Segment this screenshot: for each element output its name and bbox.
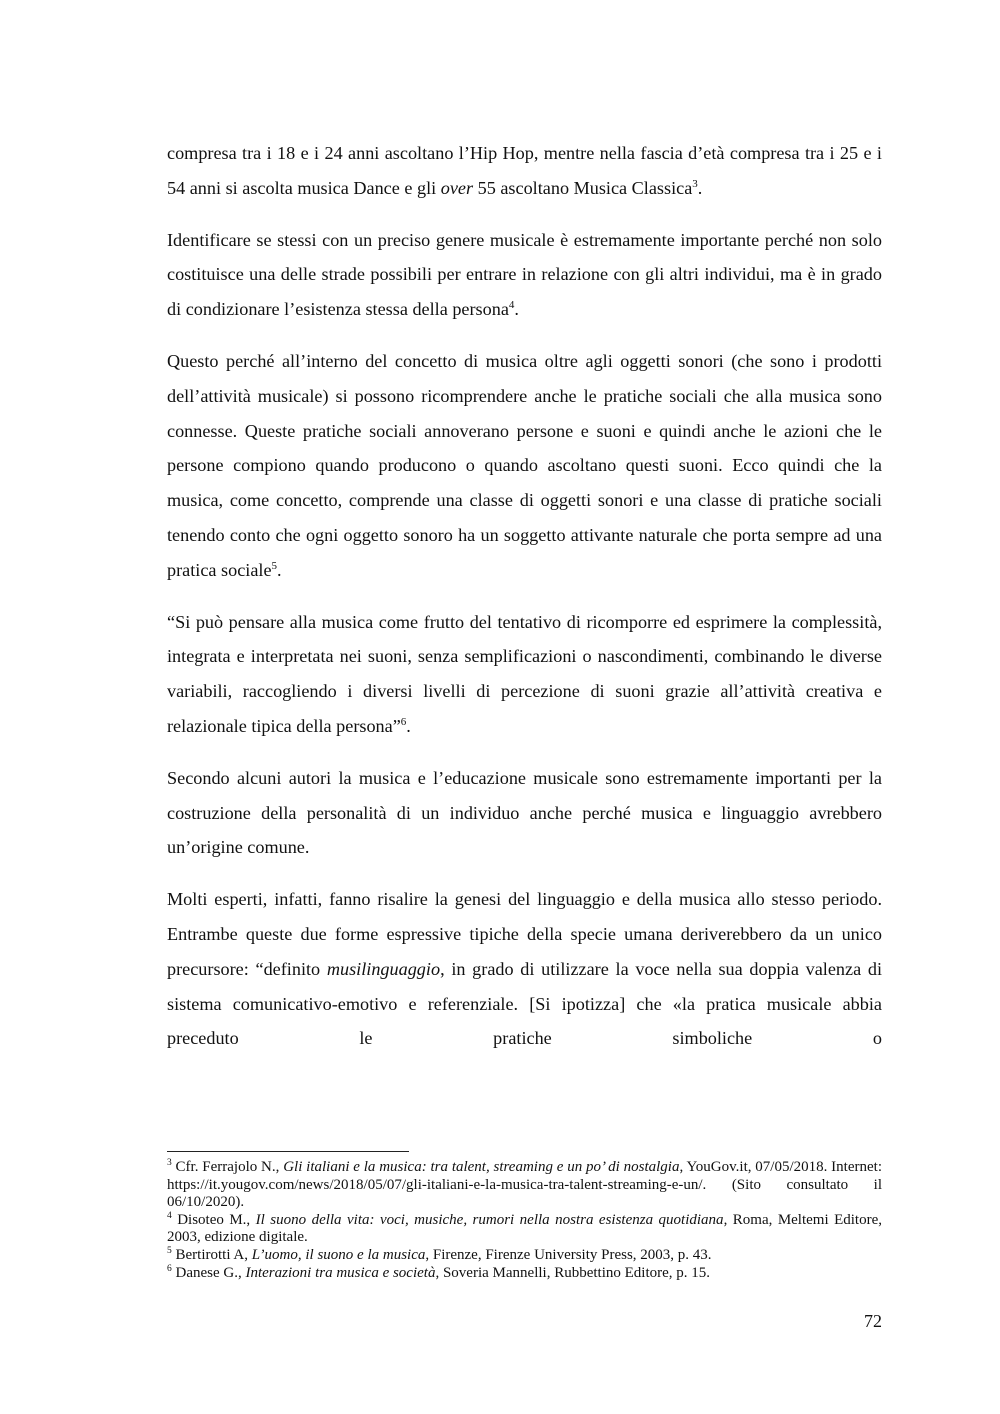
footnotes <box>167 1159 882 1282</box>
footnote-ref: 4 <box>508 299 515 312</box>
page-number: 72 <box>864 1311 882 1331</box>
paragraph: compresa tra i 18 e i 24 anni ascoltano l’Hip Hop, mentre nella fascia d’età compresa tra i 25 e i 54 anni si ascolta musica Dance e gli over 55 ascoltano Musica Classica$^3$. <box>167 143 882 198</box>
footnote-ref: 3 <box>692 177 698 190</box>
footnote: $^5$ Bertirotti A, L’uomo, il suono e la musica, Firenze, Firenze University Press, 2003, p. 43. <box>167 1245 712 1263</box>
footnote-ref: 5 <box>271 559 278 572</box>
footnote-separator <box>167 1151 409 1152</box>
paragraph: “Si può pensare alla musica come frutto del tentativo di ricomporre ed esprimere la complessità, integrata e interpretata nei suoni, senza semplificazioni o nascondimenti, combinando le diverse variabili, raccogliendo i diversi livelli di percezione di suoni grazie all’attività creativa e relazionale tipica della persona”$^6$. <box>167 611 882 736</box>
paragraph: Questo perché all’interno del concetto di musica oltre agli oggetti sonori (che sono i prodotti dell’attività musicale) si possono ricomprendere anche le pratiche sociali che alla musica sono connesse. Queste pratiche sociali annoverano persone e suoni e quindi anche le azioni che le persone compiono quando producono o quando ascoltano questi suoni. Ecco quindi che la musica, come concetto, comprende una classe di oggetti sonori e una classe di pratiche sociali tenendo conto che ogni oggetto sonoro ha un soggetto attivante naturale che porta sempre ad una pratica sociale$^5$. <box>167 350 882 580</box>
footnote: $^3$ Cfr. Ferrajolo N., Gli italiani e la musica: tra talent, streaming e un po’ di nostalgia, YouGov.it, 07/05/2018. Internet: https://it.yougov.com/news/2018/05/07/gli-italiani-e-la-musica-tra-talent-streaming-e-un/. (Sito consultato il 06/10/2020). <box>167 1158 882 1211</box>
footnote: $^4$ Disoteo M., Il suono della vita: voci, musiche, rumori nella nostra esistenza quotidiana, Roma, Meltemi Editore, 2003, edizione digitale. <box>167 1210 883 1246</box>
footnote-ref: 6 <box>400 715 407 728</box>
paragraph: Identificare se stessi con un preciso genere musicale è estremamente importante perché non solo costituisce una delle strade possibili per entrare in relazione con gli altri individui, ma è in grado di condizionare l’esistenza stessa della persona$^4$. <box>167 229 882 320</box>
paragraph: Molti esperti, infatti, fanno risalire la genesi del linguaggio e della musica allo stesso periodo. Entrambe queste due forme espressive tipiche della specie umana deriverebbero da un unico precursore: “definito musilinguaggio, in grado di utilizzare la voce nella sua doppia valenza di sistema comunicativo-emotivo e referenziale. [Si ipotizza] che «la pratica musicale abbia preceduto le pratiche simboliche o <box>167 889 882 1049</box>
footnote: $^6$ Danese G., Interazioni tra musica e società, Soveria Mannelli, Rubbettino Editore, p. 15. <box>167 1263 711 1281</box>
body-text <box>167 136 882 1073</box>
paragraph: Secondo alcuni autori la musica e l’educazione musicale sono estremamente importanti per la costruzione della personalità di un individuo anche perché musica e linguaggio avrebbero un’origine comune. <box>167 767 882 858</box>
